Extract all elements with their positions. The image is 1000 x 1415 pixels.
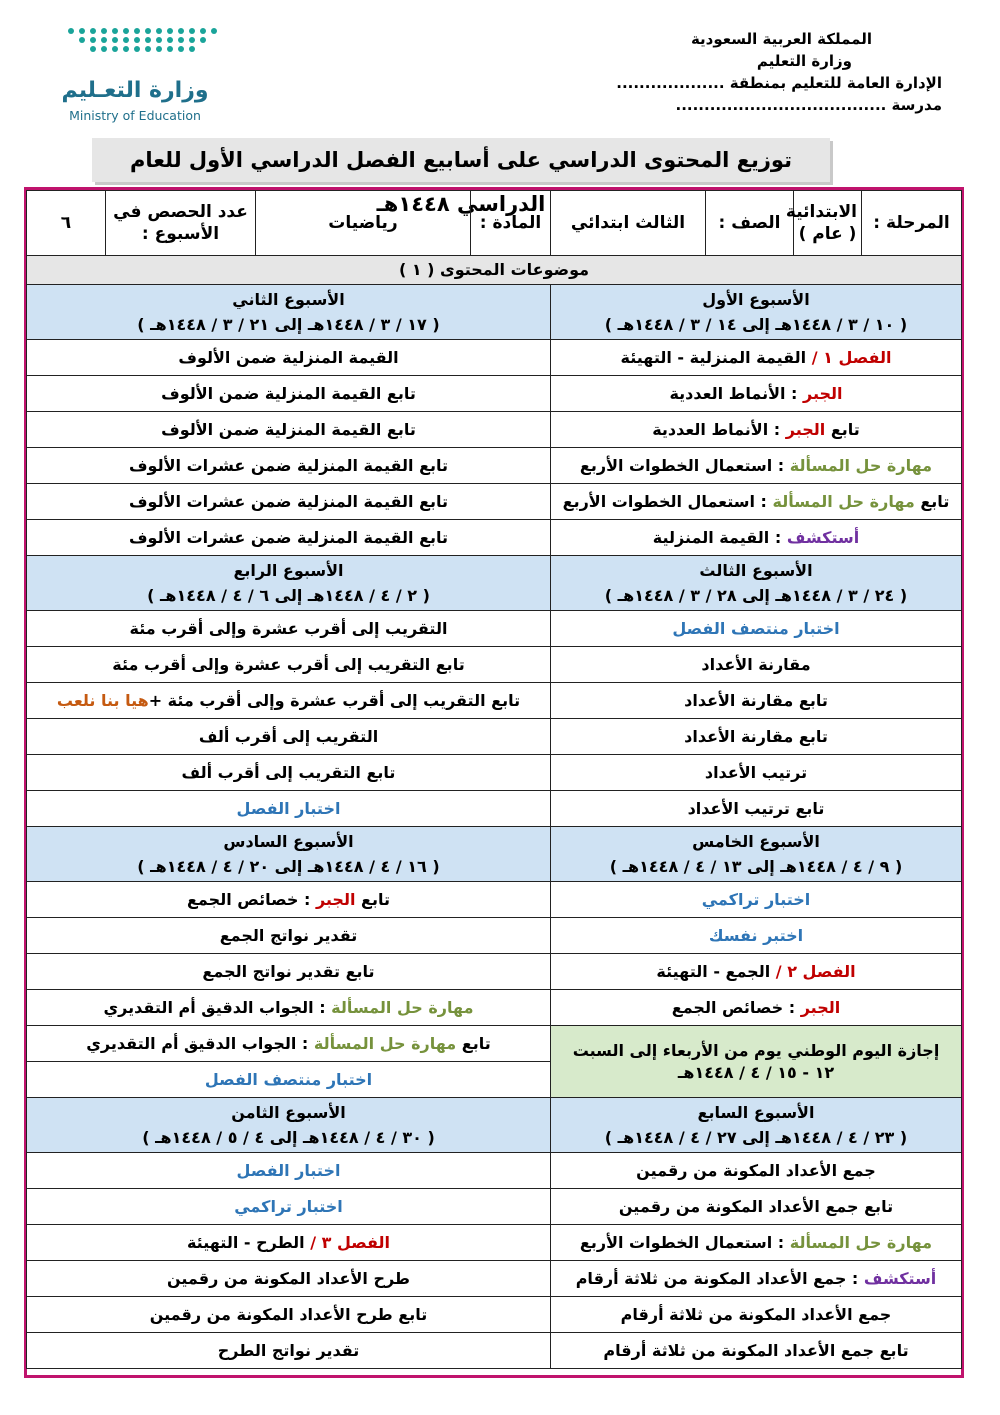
week-dates: ( ٩ / ٤ / ١٤٤٨هـ إلى ١٣ / ٤ / ١٤٤٨هـ ) xyxy=(609,857,903,876)
logo-dot xyxy=(178,28,184,34)
cell-text: تابع جمع الأعداد المكونة من رقمين xyxy=(618,1196,894,1216)
stage-value-line1: الابتدائية xyxy=(785,202,857,222)
lesson-cell-right xyxy=(551,1225,962,1261)
lesson-cell-right xyxy=(551,484,962,520)
logo-dot xyxy=(101,46,107,52)
content-topics-row xyxy=(27,256,962,285)
cell-text: اختبار تراكمي xyxy=(701,889,811,909)
week-dates: ( ٢٤ / ٣ / ١٤٤٨هـ إلى ٢٨ / ٣ / ١٤٤٨هـ ) xyxy=(604,586,908,605)
cell-text: مهارة حل المسألة xyxy=(772,491,915,511)
lesson-cell-right xyxy=(551,340,962,376)
holiday-row xyxy=(27,1026,962,1062)
cell-text: تابع تقدير نواتج الجمع xyxy=(202,961,375,981)
logo-dot xyxy=(189,28,195,34)
logo-dot xyxy=(189,37,195,43)
cell-text: تابع جمع الأعداد المكونة من ثلاثة أرقام xyxy=(603,1340,909,1360)
lesson-cell-right xyxy=(551,1333,962,1369)
logo-dot xyxy=(167,37,173,43)
cell-text: تابع القيمة المنزلية ضمن عشرات الألوف xyxy=(128,455,449,475)
week-dates: ( ٣٠ / ٤ / ١٤٤٨هـ إلى ٤ / ٥ / ١٤٤٨هـ ) xyxy=(142,1128,435,1147)
cell-text: الطرح - التهيئة xyxy=(186,1232,311,1252)
cell-text: : خصائص الجمع xyxy=(671,997,801,1017)
cell-text: تابع القيمة المنزلية ضمن الألوف xyxy=(161,419,416,439)
stage-value-line2: ( عام ) xyxy=(798,224,857,244)
lesson-cell-left xyxy=(27,1153,551,1189)
lesson-cell-left xyxy=(27,791,551,827)
lesson-row xyxy=(27,791,962,827)
lesson-cell-left xyxy=(27,719,551,755)
lesson-row xyxy=(27,647,962,683)
lesson-row xyxy=(27,1297,962,1333)
cell-text: : القيمة المنزلية xyxy=(652,527,787,547)
cell-text: الفصل ٣ / xyxy=(310,1232,391,1252)
cell-text: تابع ترتيب الأعداد xyxy=(687,798,825,818)
cell-text: : استعمال الخطوات الأربع xyxy=(579,455,790,475)
lesson-cell-right xyxy=(551,918,962,954)
lesson-cell-left xyxy=(27,340,551,376)
lesson-cell-right xyxy=(551,412,962,448)
week-header-left xyxy=(27,1098,551,1153)
cell-text: تابع التقريب إلى أقرب ألف xyxy=(181,762,396,782)
week-name: الأسبوع السادس xyxy=(223,832,354,851)
lesson-row xyxy=(27,1333,962,1369)
week-header-row xyxy=(27,285,962,340)
logo-dot xyxy=(167,28,173,34)
lesson-cell-left xyxy=(27,755,551,791)
cell-text: تقدير نواتج الجمع xyxy=(219,925,358,945)
logo-dot xyxy=(134,46,140,52)
cell-text: تقدير نواتج الطرح xyxy=(217,1340,360,1360)
logo-dot xyxy=(200,28,206,34)
cell-text: تابع xyxy=(825,419,860,439)
cell-text: الفصل ١ / xyxy=(811,347,892,367)
cell-text: التقريب إلى أقرب ألف xyxy=(198,726,379,746)
holiday-cell xyxy=(551,1026,962,1098)
logo-dot xyxy=(101,37,107,43)
lesson-cell-right xyxy=(551,520,962,556)
page-title: توزيع المحتوى الدراسي على أسابيع الفصل الدراسي الأول للعام الدراسي ١٤٤٨هـ xyxy=(92,138,830,182)
week-header-left xyxy=(27,556,551,611)
lesson-cell-left xyxy=(27,611,551,647)
schedule-table xyxy=(26,190,962,1369)
lesson-row xyxy=(27,484,962,520)
cell-text: الجبر xyxy=(803,383,843,403)
logo-dot xyxy=(123,28,129,34)
week-name: الأسبوع الأول xyxy=(702,290,810,309)
cell-text: : استعمال الخطوات الأربع xyxy=(562,491,773,511)
cell-text: القيمة المنزلية - التهيئة xyxy=(620,347,812,367)
cell-text: الجبر xyxy=(315,889,356,909)
cell-text: اختبار الفصل xyxy=(236,1160,341,1180)
cell-text: جمع الأعداد المكونة من ثلاثة أرقام xyxy=(620,1304,892,1324)
week-dates: ( ١٧ / ٣ / ١٤٤٨هـ إلى ٢١ / ٣ / ١٤٤٨هـ ) xyxy=(137,315,440,334)
lesson-cell-left xyxy=(27,1261,551,1297)
directorate-line: الإدارة العامة للتعليم بمنطقة ................... xyxy=(616,74,942,92)
cell-text: مهارة حل المسألة xyxy=(789,455,933,475)
cell-text: : استعمال الخطوات الأربع xyxy=(579,1232,790,1252)
lesson-cell-left xyxy=(27,1333,551,1369)
ministry-name: وزارة التعليم xyxy=(756,52,852,70)
lesson-cell-left xyxy=(27,1297,551,1333)
lesson-cell-right xyxy=(551,755,962,791)
subject-label: المادة : xyxy=(471,191,551,256)
week-name: الأسبوع الثاني xyxy=(232,290,345,309)
cell-text: تابع القيمة المنزلية ضمن عشرات الألوف xyxy=(128,527,449,547)
logo-dot xyxy=(123,46,129,52)
cell-text: : خصائص الجمع xyxy=(187,889,316,909)
lesson-cell-left xyxy=(27,683,551,719)
week-name: الأسبوع الثالث xyxy=(699,561,813,580)
week-header-row xyxy=(27,1098,962,1153)
logo-dot xyxy=(156,37,162,43)
lesson-row xyxy=(27,918,962,954)
lesson-cell-right xyxy=(551,1189,962,1225)
cell-text: هيا بنا نلعب xyxy=(56,690,149,710)
lesson-cell-right xyxy=(551,1153,962,1189)
lesson-cell-right xyxy=(551,954,962,990)
cell-text: اختبار تراكمي xyxy=(234,1196,343,1216)
info-row xyxy=(27,191,962,256)
stage-value xyxy=(785,191,862,256)
logo-dot xyxy=(79,37,85,43)
week-dates: ( ١٠ / ٣ / ١٤٤٨هـ إلى ١٤ / ٣ / ١٤٤٨هـ ) xyxy=(604,315,908,334)
week-header-right xyxy=(551,556,962,611)
cell-text: تابع مقارنة الأعداد xyxy=(684,726,828,746)
cell-text: تابع القيمة المنزلية ضمن عشرات الألوف xyxy=(128,491,449,511)
lesson-cell-right xyxy=(551,376,962,412)
cell-text: الجمع - التهيئة xyxy=(656,961,776,981)
lesson-cell-right xyxy=(551,1261,962,1297)
lesson-cell-right xyxy=(551,719,962,755)
cell-text: تابع xyxy=(456,1033,491,1053)
lesson-row xyxy=(27,412,962,448)
cell-text: أستكشف xyxy=(786,527,860,547)
week-name: الأسبوع الخامس xyxy=(692,832,820,851)
lesson-cell-left xyxy=(27,1026,551,1062)
lesson-cell-right xyxy=(551,1297,962,1333)
lesson-cell-right xyxy=(551,882,962,918)
logo-dots-icon xyxy=(68,28,219,52)
lesson-cell-left xyxy=(27,954,551,990)
cell-text: اختبار منتصف الفصل xyxy=(204,1069,373,1089)
lesson-row xyxy=(27,683,962,719)
lesson-cell-left xyxy=(27,990,551,1026)
subject-value: رياضيات xyxy=(256,191,471,256)
lesson-cell-right xyxy=(551,611,962,647)
cell-text: مهارة حل المسألة xyxy=(789,1232,933,1252)
logo-dot xyxy=(68,28,74,34)
cell-text: مهارة حل المسألة xyxy=(313,1033,457,1053)
lesson-cell-left xyxy=(27,882,551,918)
lesson-cell-left xyxy=(27,412,551,448)
lesson-cell-left xyxy=(27,1189,551,1225)
lesson-row xyxy=(27,611,962,647)
cell-text: : جمع الأعداد المكونة من ثلاثة أرقام xyxy=(575,1268,864,1288)
week-header-right xyxy=(551,827,962,882)
week-name: الأسبوع الرابع xyxy=(233,561,344,580)
lesson-row xyxy=(27,990,962,1026)
logo-dot xyxy=(200,37,206,43)
lesson-cell-left xyxy=(27,1062,551,1098)
logo-dot xyxy=(123,37,129,43)
lesson-row xyxy=(27,520,962,556)
lesson-cell-right xyxy=(551,647,962,683)
document-header xyxy=(602,28,942,116)
week-header-right xyxy=(551,285,962,340)
logo-dot xyxy=(178,46,184,52)
cell-text: مهارة حل المسألة xyxy=(331,997,474,1017)
cell-text: القيمة المنزلية ضمن الألوف xyxy=(178,347,399,367)
cell-text: اختبر نفسك xyxy=(708,925,804,945)
grade-value: الثالث ابتدائي xyxy=(551,191,706,256)
week-dates: ( ١٦ / ٤ / ١٤٤٨هـ إلى ٢٠ / ٤ / ١٤٤٨هـ ) xyxy=(137,857,440,876)
lesson-cell-left xyxy=(27,647,551,683)
cell-text: : الأنماط العددية xyxy=(669,383,804,403)
logo-dot xyxy=(112,28,118,34)
logo-dot xyxy=(90,28,96,34)
school-line: مدرسة ..................................... xyxy=(675,96,942,114)
cell-text: تابع xyxy=(914,491,950,511)
cell-text: مقارنة الأعداد xyxy=(701,654,811,674)
logo-dot xyxy=(90,46,96,52)
week-header-row xyxy=(27,827,962,882)
stage-label: المرحلة : xyxy=(862,191,962,256)
cell-text: تابع التقريب إلى أقرب عشرة وإلى أقرب مئة xyxy=(112,654,465,674)
periods-value: ٦ xyxy=(27,191,106,256)
logo-dot xyxy=(145,46,151,52)
week-name: الأسبوع الثامن xyxy=(231,1103,346,1122)
cell-text: طرح الأعداد المكونة من رقمين xyxy=(166,1268,410,1288)
content-topics-heading: موضوعات المحتوى ( ١ ) xyxy=(27,256,962,285)
lesson-cell-right xyxy=(551,990,962,1026)
week-name: الأسبوع السابع xyxy=(697,1103,815,1122)
week-header-row xyxy=(27,556,962,611)
lesson-row xyxy=(27,448,962,484)
cell-text: الجبر xyxy=(785,419,826,439)
week-header-right xyxy=(551,1098,962,1153)
cell-text: : الجواب الدقيق أم التقديري xyxy=(86,1033,314,1053)
cell-text: : الأنماط العددية xyxy=(652,419,786,439)
lesson-cell-left xyxy=(27,1225,551,1261)
logo-dot xyxy=(79,28,85,34)
logo-dot xyxy=(101,28,107,34)
lesson-cell-left xyxy=(27,918,551,954)
week-header-left xyxy=(27,827,551,882)
logo-arabic-text: وزارة التعـليم xyxy=(61,78,209,103)
holiday-dates: ١٢ - ١٥ / ٤ / ١٤٤٨هـ xyxy=(677,1062,835,1082)
kingdom-name: المملكة العربية السعودية xyxy=(690,30,872,48)
week-header-left xyxy=(27,285,551,340)
lesson-row xyxy=(27,376,962,412)
cell-text: التقريب إلى أقرب عشرة وإلى أقرب مئة xyxy=(129,618,448,638)
cell-text: تابع مقارنة الأعداد xyxy=(684,690,828,710)
week-dates: ( ٢٣ / ٤ / ١٤٤٨هـ إلى ٢٧ / ٤ / ١٤٤٨هـ ) xyxy=(604,1128,908,1147)
lesson-cell-left xyxy=(27,448,551,484)
cell-text: الفصل ٢ / xyxy=(775,961,856,981)
logo-dot xyxy=(134,37,140,43)
lesson-cell-right xyxy=(551,791,962,827)
cell-text: تابع طرح الأعداد المكونة من رقمين xyxy=(149,1304,428,1324)
lesson-row xyxy=(27,1225,962,1261)
logo-dot xyxy=(156,28,162,34)
cell-text: أستكشف xyxy=(863,1268,937,1288)
cell-text: تابع xyxy=(355,889,390,909)
logo-dot xyxy=(178,37,184,43)
logo-dot xyxy=(211,28,217,34)
periods-label: عدد الحصص في الأسبوع : xyxy=(106,191,256,256)
logo-dot xyxy=(189,46,195,52)
cell-text: اختبار الفصل xyxy=(236,798,341,818)
lesson-row xyxy=(27,1261,962,1297)
lesson-row xyxy=(27,954,962,990)
cell-text: جمع الأعداد المكونة من رقمين xyxy=(636,1160,876,1180)
cell-text: اختبار منتصف الفصل xyxy=(672,618,840,638)
grade-label: الصف : xyxy=(706,191,794,256)
logo-dot xyxy=(112,37,118,43)
week-dates: ( ٢ / ٤ / ١٤٤٨هـ إلى ٦ / ٤ / ١٤٤٨هـ ) xyxy=(147,586,430,605)
lesson-row xyxy=(27,719,962,755)
ministry-logo xyxy=(60,28,210,128)
logo-dot xyxy=(167,46,173,52)
lesson-row xyxy=(27,1189,962,1225)
lesson-row xyxy=(27,340,962,376)
cell-text: : الجواب الدقيق أم التقديري xyxy=(103,997,332,1017)
logo-dot xyxy=(145,28,151,34)
logo-dot xyxy=(90,37,96,43)
lesson-cell-right xyxy=(551,683,962,719)
cell-text: تابع القيمة المنزلية ضمن الألوف xyxy=(161,383,416,403)
lesson-cell-left xyxy=(27,484,551,520)
lesson-cell-left xyxy=(27,376,551,412)
cell-text: تابع التقريب إلى أقرب عشرة وإلى أقرب مئة + xyxy=(148,690,521,710)
lesson-row xyxy=(27,882,962,918)
logo-english-text: Ministry of Education xyxy=(69,108,201,123)
lesson-row xyxy=(27,1153,962,1189)
lesson-cell-left xyxy=(27,520,551,556)
logo-dot xyxy=(145,37,151,43)
logo-dot xyxy=(112,46,118,52)
lesson-cell-right xyxy=(551,448,962,484)
cell-text: الجبر xyxy=(800,997,841,1017)
logo-dot xyxy=(156,46,162,52)
holiday-title: إجازة اليوم الوطني يوم من الأربعاء إلى السبت xyxy=(572,1040,940,1060)
cell-text: ترتيب الأعداد xyxy=(704,762,808,782)
logo-dot xyxy=(134,28,140,34)
lesson-row xyxy=(27,755,962,791)
